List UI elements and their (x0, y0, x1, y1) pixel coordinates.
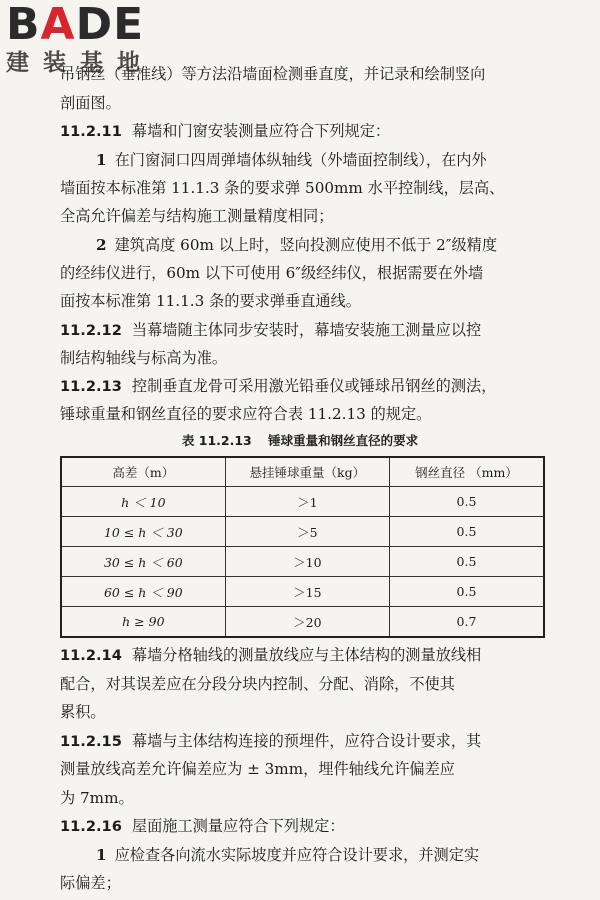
text-line: 全高允许偏差与结构施工测量精度相同； (60, 207, 334, 225)
table-header-row (61, 457, 544, 487)
clause-number: 11.2.14 (60, 647, 122, 664)
table-cell: ＞5 (225, 517, 389, 547)
logo-letter-a: A (40, 0, 76, 50)
item-number: 1 (96, 151, 107, 169)
table-cell: h ≥ 90 (61, 607, 225, 638)
table-row (61, 517, 544, 547)
item-2 (96, 235, 497, 255)
table-cell: ＞15 (225, 577, 389, 607)
clause-11-2-12 (60, 320, 481, 341)
clause-text: 幕墙和门窗安装测量应符合下列规定： (131, 122, 391, 140)
item-1 (96, 150, 487, 170)
text-line: 的经纬仪进行，60m 以下可使用 6″级经纬仪，根据需要在外墙 (60, 264, 484, 282)
table-caption (0, 431, 600, 449)
text-line: 墙面按本标准第 11.1.3 条的要求弹 500mm 水平控制线，层高、 (60, 179, 505, 197)
clause-11-2-16 (60, 816, 345, 837)
text-line: 累积。 (60, 703, 106, 721)
text-line: 为 7mm。 (60, 789, 134, 807)
table-row (61, 577, 544, 607)
logo-subtitle: 建装基地 (6, 50, 154, 76)
table-cell: ＞10 (225, 547, 389, 577)
table-header-cell: 悬挂锤球重量（kg） (225, 457, 389, 487)
logo-letter-b: B (6, 0, 41, 50)
clause-11-2-13 (60, 376, 496, 397)
table-row (61, 547, 544, 577)
item-text: 建筑高度 60m 以上时，竖向投测应使用不低于 2″级精度 (114, 236, 498, 254)
clause-number: 11.2.13 (60, 378, 122, 395)
text-line: 面按本标准第 11.1.3 条的要求弹垂直通线。 (60, 292, 361, 310)
text-line: 制结构轴线与标高为准。 (60, 349, 228, 367)
table-caption-label: 表 11.2.13 (181, 433, 252, 448)
clause-text: 控制垂直龙骨可采用激光铅垂仪或锤球吊钢丝的测法， (131, 377, 497, 395)
table-caption-title: 锤球重量和钢丝直径的要求 (268, 433, 419, 448)
table-cell: 0.5 (389, 517, 544, 547)
text-line: 配合，对其误差应在分段分块内控制、分配、消除，不使其 (60, 675, 455, 693)
table-header-cell: 钢丝直径 （mm） (389, 457, 544, 487)
text-line: 吊钢丝（垂准线）等方法沿墙面检测垂直度，并记录和绘制竖向 (60, 65, 486, 83)
logo-letter-de: DE (75, 0, 145, 50)
item-1 (96, 845, 479, 865)
table-cell: 0.7 (389, 607, 544, 638)
table-cell: 0.5 (389, 547, 544, 577)
table-cell: 30 ≤ h ＜ 60 (61, 547, 225, 577)
logo-brand (6, 2, 154, 48)
clause-text: 幕墙分格轴线的测量放线应与主体结构的测量放线相 (131, 646, 482, 664)
clause-number: 11.2.11 (60, 123, 122, 140)
table-cell: h ＜ 10 (61, 487, 225, 517)
clause-11-2-11 (60, 121, 390, 142)
text-line: 测量放线高差允许偏差应为 ± 3mm，埋件轴线允许偏差应 (60, 760, 455, 778)
item-text: 应检查各向流水实际坡度并应符合设计要求，并测定实 (114, 846, 480, 864)
table-cell: ＞1 (225, 487, 389, 517)
spec-table (60, 456, 545, 638)
text-line: 际偏差； (60, 874, 121, 892)
table-header-cell: 高差（m） (61, 457, 225, 487)
table-row (61, 487, 544, 517)
item-number: 1 (96, 846, 107, 864)
clause-number: 11.2.16 (60, 818, 122, 835)
clause-number: 11.2.15 (60, 733, 122, 750)
text-line: 剖面图。 (60, 94, 121, 112)
clause-text: 当幕墙随主体同步安装时，幕墙安装施工测量应以控 (131, 321, 482, 339)
clause-text: 幕墙与主体结构连接的预埋件，应符合设计要求，其 (131, 732, 482, 750)
table-cell: 10 ≤ h ＜ 30 (61, 517, 225, 547)
table-cell: ＞20 (225, 607, 389, 638)
table-row (61, 607, 544, 638)
table-cell: 0.5 (389, 577, 544, 607)
table-cell: 0.5 (389, 487, 544, 517)
clause-text: 屋面施工测量应符合下列规定： (131, 817, 345, 835)
clause-number: 11.2.12 (60, 322, 122, 339)
clause-11-2-14 (60, 645, 481, 666)
item-number: 2 (96, 236, 107, 254)
clause-11-2-15 (60, 731, 481, 752)
text-line: 锤球重量和钢丝直径的要求应符合表 11.2.13 的规定。 (60, 405, 432, 423)
item-text: 在门窗洞口四周弹墙体纵轴线（外墙面控制线），在内外 (114, 151, 487, 169)
watermark-logo (6, 2, 154, 76)
table-cell: 60 ≤ h ＜ 90 (61, 577, 225, 607)
